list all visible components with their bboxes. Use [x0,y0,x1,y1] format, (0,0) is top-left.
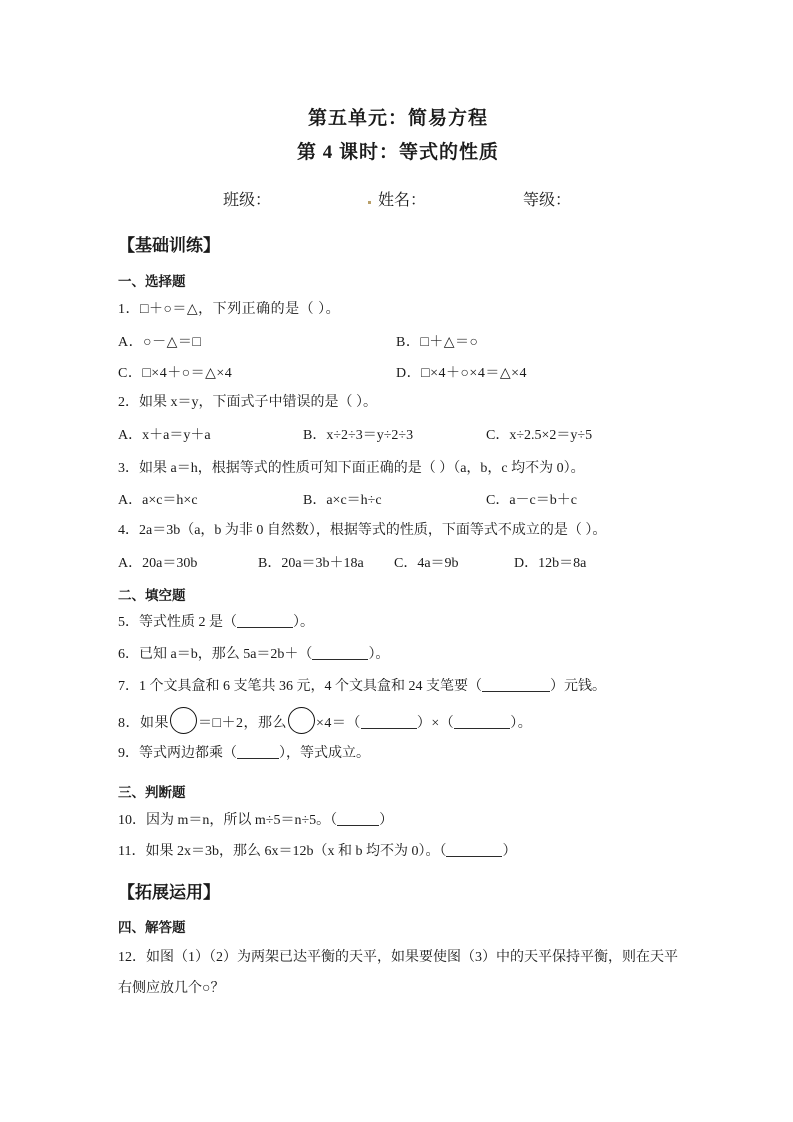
question-6-blank[interactable] [312,646,368,660]
question-3-option-a[interactable]: A．a×c＝h×c [118,493,198,508]
question-11 [118,842,516,862]
section-heading-answer: 四、解答题 [118,920,186,936]
question-4-option-b[interactable]: B．20a＝3b＋18a [258,556,364,571]
question-10-suffix: ） [379,813,394,828]
question-4-option-c[interactable]: C．4a＝9b [394,556,459,571]
hand-drawn-circle-icon-2 [288,707,315,734]
question-11-suffix: ） [502,844,517,859]
question-5 [118,613,314,633]
question-10-blank[interactable] [337,812,379,826]
question-8-part4: ）×（ [416,716,455,731]
question-8-part5: ）。 [510,716,533,731]
question-8-part2: ＝□＋2，那么 [198,716,287,731]
question-10-prefix: 10．因为 m＝n，所以 m÷5＝n÷5。（ [118,813,338,828]
block-heading-extension: 【拓展运用】 [118,883,220,903]
question-8 [118,707,532,734]
question-10 [118,811,393,831]
question-2-option-b[interactable]: B．x÷2÷3＝y÷2÷3 [303,428,414,443]
question-9 [118,744,370,764]
question-8-part1: 8．如果 [118,716,169,731]
page-title-lesson: 第 4 课时：等式的性质 [296,142,499,163]
question-1-option-b[interactable]: B．□＋△＝○ [396,335,479,350]
question-2-option-c[interactable]: C．x÷2.5×2＝y÷5 [486,428,593,443]
question-4-stem: 4．2a＝3b（a，b 为非 0 自然数），根据等式的性质，下面等式不成立的是（ ）。 [118,523,607,538]
question-1-option-c[interactable]: C．□×4＋○＝△×4 [118,366,233,381]
question-7 [118,677,606,697]
section-heading-choice: 一、选择题 [118,274,186,290]
name-label: 姓名： [378,192,427,209]
question-2-stem: 2．如果 x＝y，下面式子中错误的是（ ）。 [118,395,377,410]
question-6-suffix: ）。 [368,647,390,662]
question-11-prefix: 11．如果 2x＝3b，那么 6x＝12b（x 和 b 均不为 0）。（ [118,844,447,859]
question-8-blank-1[interactable] [361,715,417,729]
question-8-blank-2[interactable] [454,715,510,729]
question-3-option-b[interactable]: B．a×c＝h÷c [303,493,382,508]
section-heading-judge: 三、判断题 [118,785,186,801]
question-7-blank[interactable] [482,678,550,692]
question-6 [118,645,389,665]
grade-label: 等级： [523,192,572,209]
question-5-prefix: 5．等式性质 2 是（ [118,615,237,630]
question-4-option-d[interactable]: D．12b＝8a [514,556,587,571]
question-5-suffix: ）。 [293,615,314,630]
question-9-suffix: ），等式成立。 [279,746,370,761]
hand-drawn-circle-icon-1 [170,707,197,734]
question-1-option-d[interactable]: D．□×4＋○×4＝△×4 [396,366,527,381]
question-9-blank[interactable] [237,745,279,759]
class-label: 班级： [223,192,272,209]
question-8-part3: ×4＝（ [315,716,361,731]
question-4-option-a[interactable]: A．20a＝30b [118,556,198,571]
question-6-prefix: 6．已知 a＝b，那么 5a＝2b＋（ [118,647,313,662]
question-1-stem: 1．□＋○＝△，下列正确的是（ ）。 [118,302,341,317]
question-1-option-a[interactable]: A．○－△＝□ [118,335,202,350]
page-title-unit: 第五单元：简易方程 [307,108,488,129]
student-info-row [118,187,678,209]
stray-mark [368,201,371,204]
question-9-prefix: 9．等式两边都乘（ [118,746,237,761]
question-3-option-c[interactable]: C．a－c＝b＋c [486,493,577,508]
block-heading-basic: 【基础训练】 [118,236,220,256]
section-heading-fill: 二、填空题 [118,588,186,604]
question-11-blank[interactable] [446,843,502,857]
question-3-stem: 3．如果 a＝h，根据等式的性质可知下面正确的是（ ）（a，b，c 均不为 0）。 [118,461,585,476]
question-12-text: 12．如图（1）（2）为两架已达平衡的天平，如果要使图（3）中的天平保持平衡，则在天平右侧应放几个○？ [118,950,678,996]
question-5-blank[interactable] [237,614,293,628]
question-7-prefix: 7．1 个文具盒和 6 支笔共 36 元，4 个文具盒和 24 支笔要（ [118,679,482,694]
question-2-option-a[interactable]: A．x＋a＝y＋a [118,428,211,443]
question-7-suffix: ）元钱。 [550,679,606,694]
